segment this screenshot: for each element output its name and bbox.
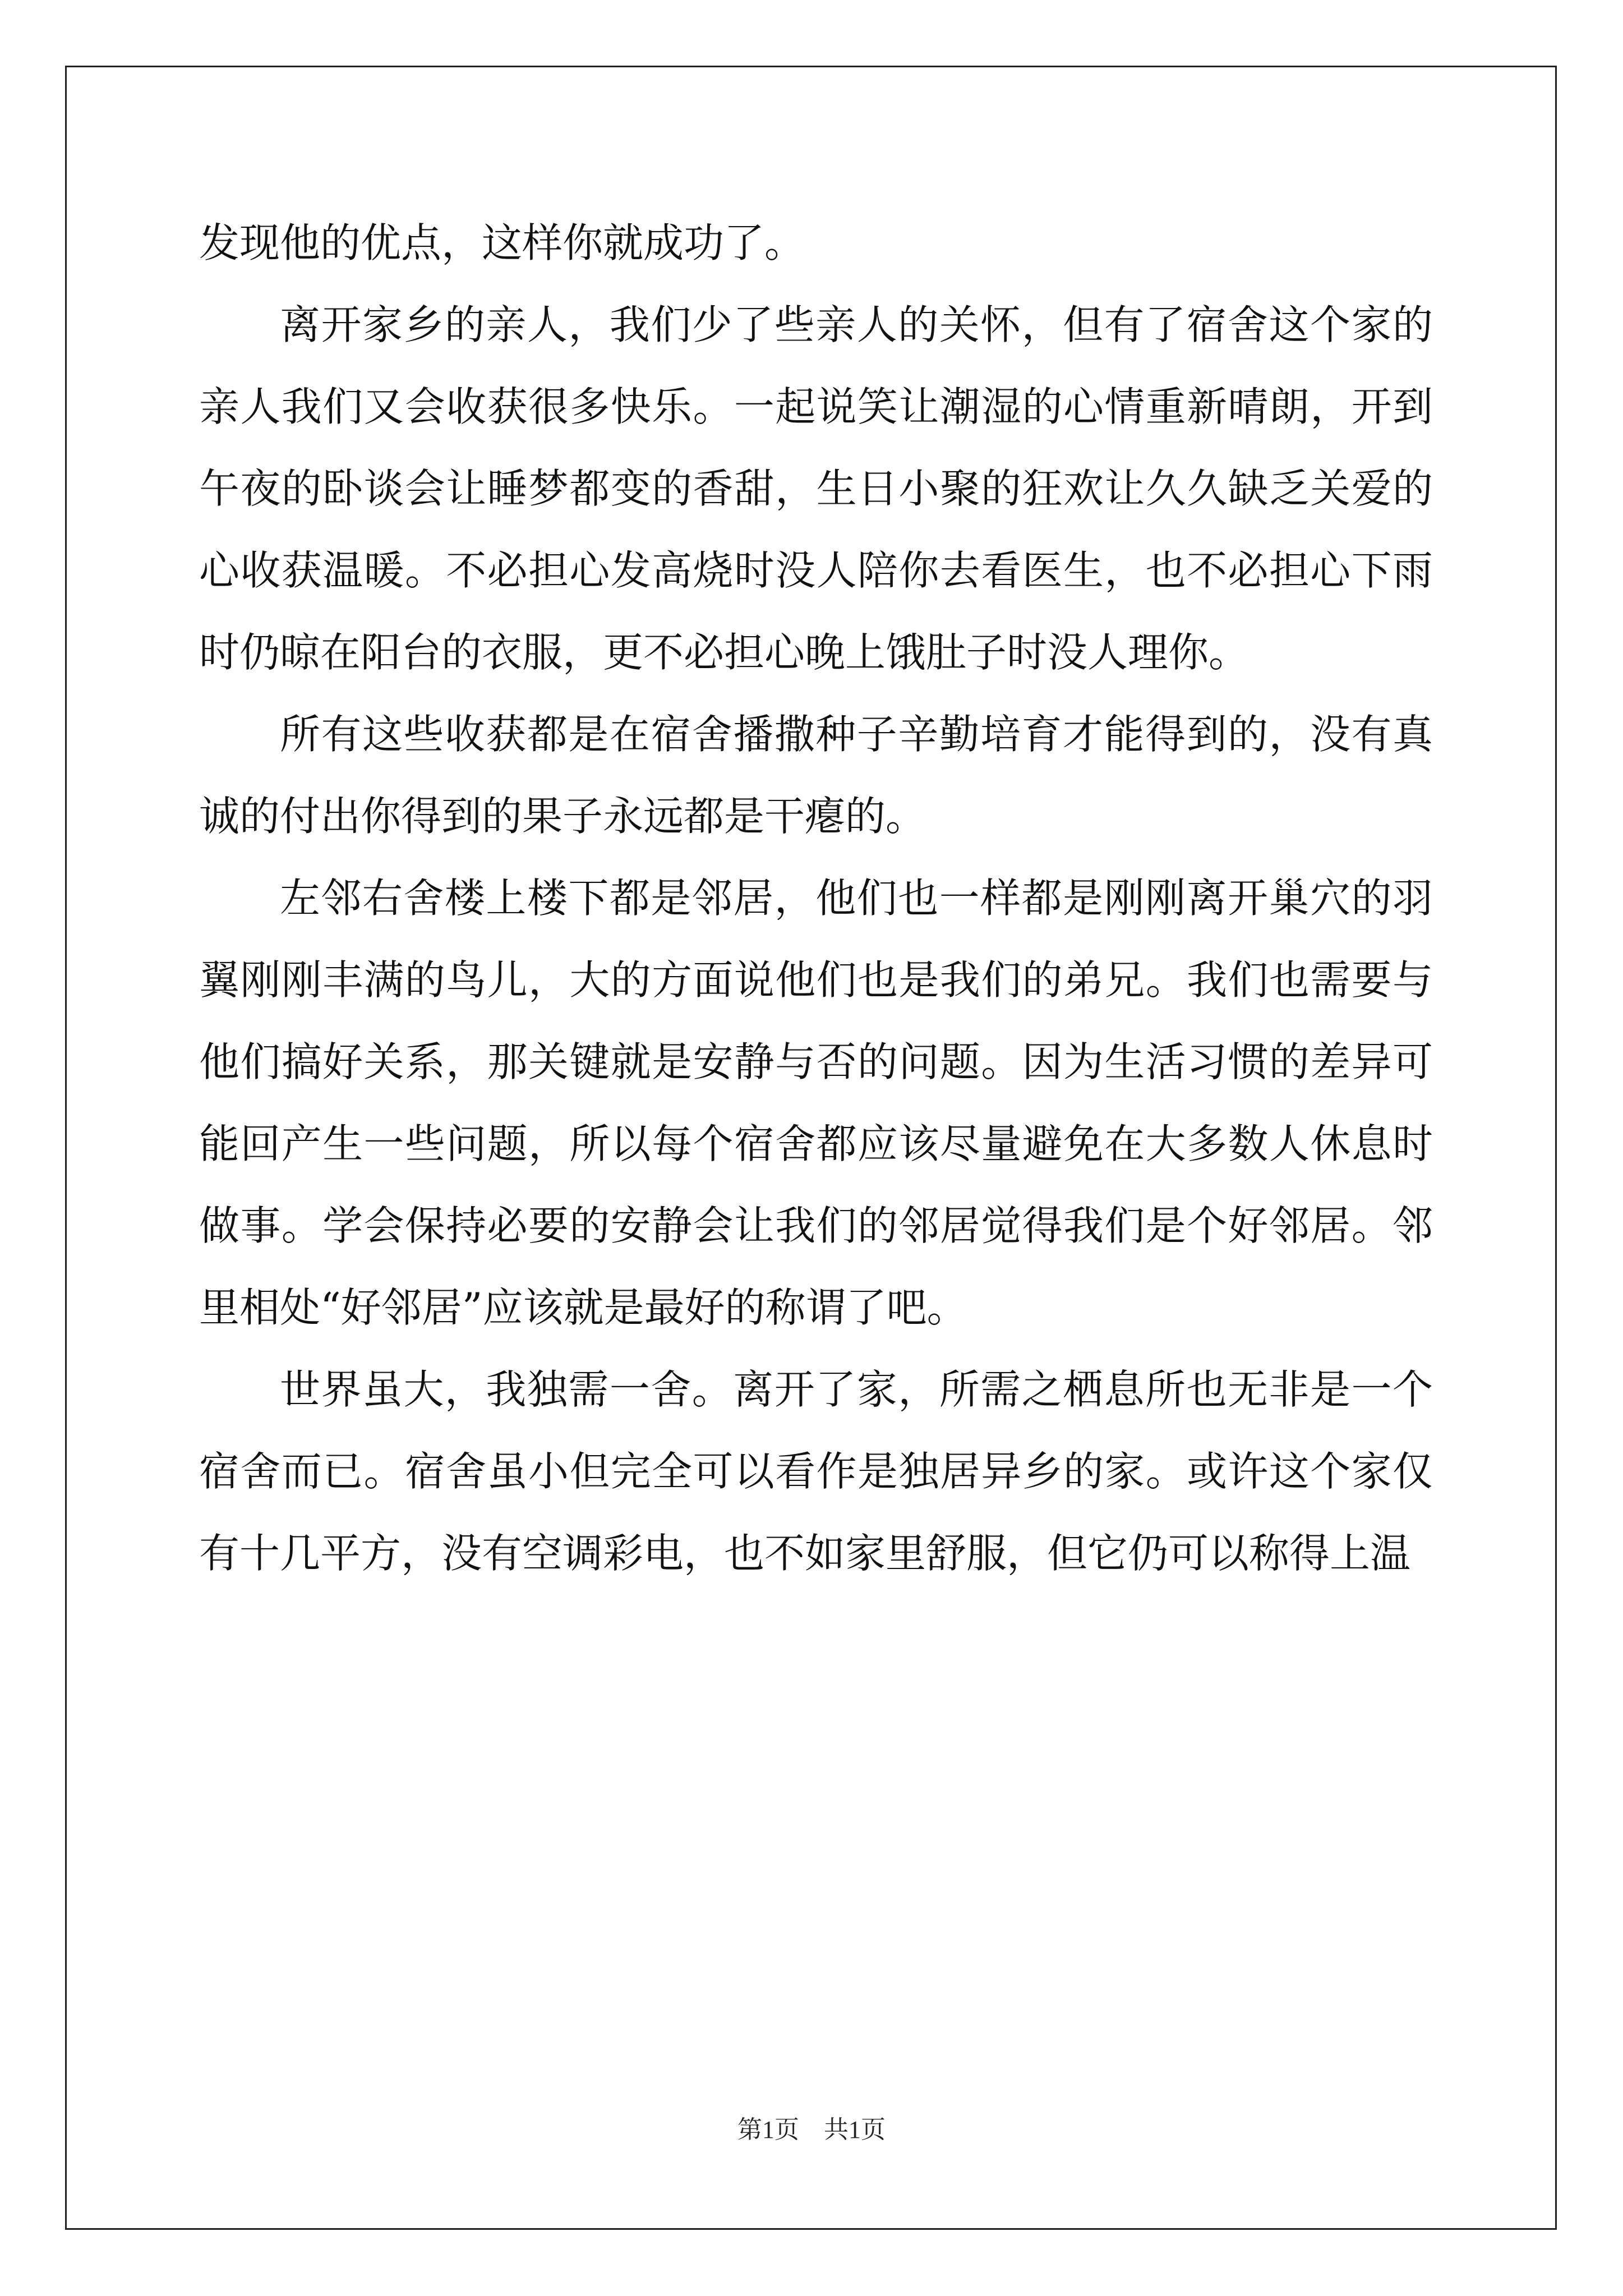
paragraph-5: 世界虽大，我独需一舍。离开了家，所需之栖息所也无非是一个宿舍而已。宿舍虽小但完全可以看作是独居异乡的家。或许这个家仅有十几平方，没有空调彩电，也不如家里舒服，但它仍可以称得上温 — [199, 1366, 1433, 1577]
document-body — [199, 202, 1433, 1594]
paragraph-3: 所有这些收获都是在宿舍播撒种子辛勤培育才能得到的，没有真诚的付出你得到的果子永远都是干瘪的。 — [199, 711, 1433, 840]
paragraph-2: 离开家乡的亲人，我们少了些亲人的关怀，但有了宿舍这个家的亲人我们又会收获很多快乐。一起说笑让潮湿的心情重新晴朗，开到午夜的卧谈会让睡梦都变的香甜，生日小聚的狂欢让久久缺乏关爱的心收获温暖。不必担心发高烧时没人陪你去看医生，也不必担心下雨时仍晾在阳台的衣服，更不必担心晚上饿肚子时没人理你。 — [199, 301, 1433, 676]
paragraph-4: 左邻右舍楼上楼下都是邻居，他们也一样都是刚刚离开巢穴的羽翼刚刚丰满的鸟儿，大的方面说他们也是我们的弟兄。我们也需要与他们搞好关系，那关键就是安静与否的问题。因为生活习惯的差异可能回产生一些问题，所以每个宿舍都应该尽量避免在大多数人休息时做事。学会保持必要的安静会让我们的邻居觉得我们是个好邻居。邻里相处“好邻居”应该就是最好的称谓了吧。 — [199, 875, 1433, 1331]
page-number: 第1页 共1页 — [737, 2116, 886, 2143]
paragraph-1: 发现他的优点，这样你就成功了。 — [199, 219, 805, 266]
